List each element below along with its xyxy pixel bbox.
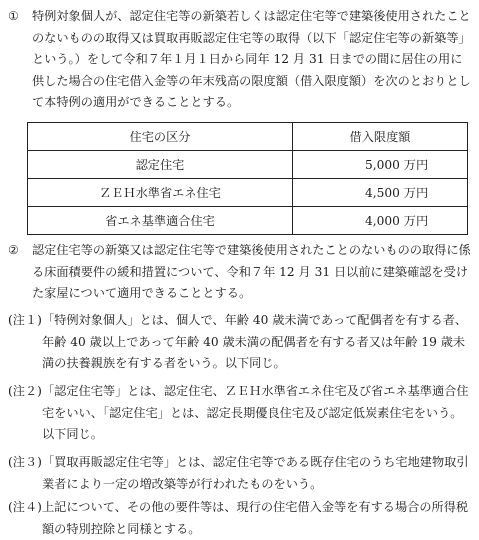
paragraph-2	[8, 240, 472, 305]
note-1	[8, 310, 472, 375]
note-marker: (注１)	[8, 313, 42, 327]
note-4	[8, 497, 472, 540]
header-borrowing-limit: 借入限度額	[293, 123, 468, 151]
note-text: 上記について、その他の要件等は、現行の住宅借入金等を有する場合の所得税額の特別控除と同様とする。	[42, 500, 469, 536]
paragraph-text: 認定住宅等の新築又は認定住宅等で建築後使用されたことのないものの取得に係る床面積要件の緩和措置について、令和７年 12 月 31 日以前に建築確認を受けた家屋について適用できることとする。	[32, 243, 471, 300]
cell-borrowing-limit: 4,000 万円	[293, 207, 468, 235]
header-housing-type: 住宅の区分	[28, 123, 293, 151]
note-marker: (注３)	[8, 455, 42, 469]
note-marker: (注４)	[8, 500, 42, 514]
cell-housing-type: 認定住宅	[28, 151, 293, 179]
note-2	[8, 381, 472, 446]
paragraph-marker: ①	[8, 9, 19, 23]
note-text: 「買取再販認定住宅等」とは、認定住宅等である既存住宅のうち宅地建物取引業者により一定の増改築等が行われたものをいう。	[42, 455, 469, 491]
paragraph-text: 特例対象個人が、認定住宅等の新築若しくは認定住宅等で建築後使用されたことのないものの取得又は買取再販認定住宅等の取得（以下「認定住宅等の新築等」という。）をして令和７年１月１日から同年 12 月 31 日までの間に居住の用に供した場合の住宅借入金等の年末残高の限度額（借入限度額）を次のとおりとして本特例の適用ができることとする。	[32, 9, 471, 109]
table-row	[28, 179, 468, 207]
note-3	[8, 452, 472, 495]
cell-borrowing-limit: 4,500 万円	[293, 179, 468, 207]
borrowing-limit-table	[27, 122, 468, 235]
table-header-row	[28, 123, 468, 151]
paragraph-1	[8, 6, 472, 114]
note-text: 「特例対象個人」とは、個人で、年齢 40 歳未満であって配偶者を有する者、年齢 40 歳以上であって年齢 40 歳未満の配偶者を有する者又は年齢 19 歳未満の扶養親族を有する者をいう。以下同じ。	[42, 313, 468, 370]
cell-housing-type: 省エネ基準適合住宅	[28, 207, 293, 235]
cell-borrowing-limit: 5,000 万円	[293, 151, 468, 179]
cell-housing-type: ＺＥＨ水準省エネ住宅	[28, 179, 293, 207]
table-row	[28, 151, 468, 179]
paragraph-marker: ②	[8, 243, 19, 257]
note-text: 「認定住宅等」とは、認定住宅、ＺＥＨ水準省エネ住宅及び省エネ基準適合住宅をいい、「認定住宅」とは、認定長期優良住宅及び認定低炭素住宅をいう。以下同じ。	[42, 384, 469, 441]
table-row	[28, 207, 468, 235]
note-marker: (注２)	[8, 384, 42, 398]
borrowing-limit-table-wrapper	[27, 122, 467, 235]
